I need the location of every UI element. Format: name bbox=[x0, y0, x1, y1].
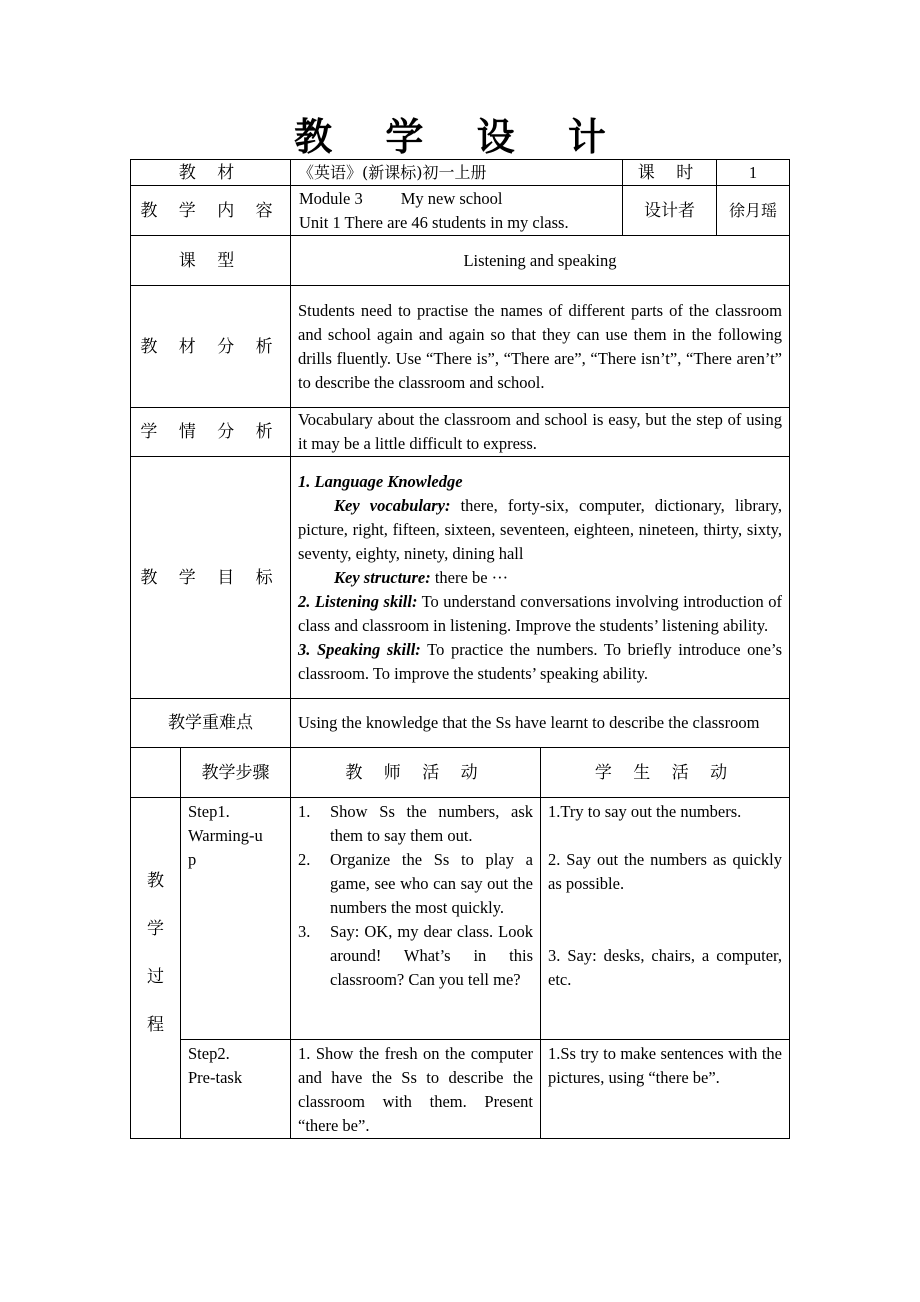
row-process-header bbox=[131, 748, 790, 798]
step2-name-line1: Step2. bbox=[188, 1044, 230, 1063]
row-material-analysis bbox=[131, 286, 790, 408]
process-side-label bbox=[131, 798, 181, 1139]
item-text: Show Ss the numbers, ask them to say them out. bbox=[330, 802, 533, 845]
item-number: 2. bbox=[298, 850, 311, 869]
student-column-header: 学 生 活 动 bbox=[541, 748, 790, 798]
module-number: Module 3 bbox=[299, 188, 363, 208]
step1-student-item: 1.Try to say out the numbers. bbox=[548, 802, 742, 821]
objectives-label: 教 学 目 标 bbox=[131, 457, 291, 699]
unit-title: Unit 1 There are 46 students in my class. bbox=[299, 212, 569, 232]
side-char-2: 学 bbox=[147, 919, 164, 939]
side-char-4: 程 bbox=[147, 1015, 164, 1035]
step1-name-line1: Step1. bbox=[188, 802, 230, 821]
type-label: 课 型 bbox=[131, 236, 291, 286]
row-student-analysis bbox=[131, 408, 790, 457]
listening-skill-text: To understand conversations involving introduction of class and classroom in listening. Improve the students’ listening ability. bbox=[298, 591, 782, 635]
lesson-value: 1 bbox=[717, 160, 790, 186]
item-number: 3. bbox=[298, 922, 311, 941]
lesson-plan-table bbox=[130, 159, 790, 1139]
step1-student-activities bbox=[541, 798, 790, 1040]
row-key-points bbox=[131, 699, 790, 748]
material-analysis-label: 教 材 分 析 bbox=[131, 286, 291, 408]
language-knowledge-heading: 1. Language Knowledge bbox=[298, 471, 463, 491]
objectives-content bbox=[291, 457, 790, 699]
step1-teacher-item bbox=[298, 920, 533, 992]
material-analysis-text: Students need to practise the names of different parts of the classroom and school again and again so that they can use them in the following drills fluently. Use “There is”, “There are”, “There isn’t”, “There aren’t” to describe the classroom and school. bbox=[291, 286, 790, 408]
row-objectives bbox=[131, 457, 790, 699]
key-points-label: 教学重难点 bbox=[131, 699, 291, 748]
step1-student-item: 2. Say out the numbers as quickly as possible. bbox=[548, 850, 782, 893]
row-textbook bbox=[131, 160, 790, 186]
step1-teacher-item bbox=[298, 800, 533, 848]
row-step1 bbox=[131, 798, 790, 1040]
key-points-text: Using the knowledge that the Ss have learnt to describe the classroom bbox=[291, 699, 790, 748]
side-char-1: 教 bbox=[147, 871, 164, 891]
content-label: 教 学 内 容 bbox=[131, 186, 291, 236]
item-text: Say: OK, my dear class. Look around! What’s in this classroom? Can you tell me? bbox=[330, 922, 533, 989]
item-text: Organize the Ss to play a game, see who can say out the numbers the most quickly. bbox=[330, 850, 533, 917]
content-value bbox=[291, 186, 623, 236]
type-value: Listening and speaking bbox=[291, 236, 790, 286]
textbook-value: 《英语》(新课标)初一上册 bbox=[291, 160, 623, 186]
row-step2 bbox=[131, 1040, 790, 1139]
step1-name-line2: Warming-u bbox=[188, 826, 263, 845]
student-analysis-label: 学 情 分 析 bbox=[131, 408, 291, 457]
lesson-label: 课 时 bbox=[623, 160, 717, 186]
step2-student-activity: 1.Ss try to make sentences with the pictures, using “there be”. bbox=[541, 1040, 790, 1139]
row-type bbox=[131, 236, 790, 286]
key-structure-text: there be ··· bbox=[430, 567, 509, 587]
designer-label: 设计者 bbox=[623, 186, 717, 236]
item-number: 1. bbox=[298, 802, 311, 821]
listening-skill-label: 2. Listening skill: bbox=[298, 591, 418, 611]
key-vocabulary-label: Key vocabulary: bbox=[334, 495, 451, 515]
speaking-skill-label: 3. Speaking skill: bbox=[298, 639, 421, 659]
step1-name bbox=[181, 798, 291, 1040]
step2-name-line2: Pre-task bbox=[188, 1068, 243, 1087]
module-title: My new school bbox=[400, 188, 503, 208]
teacher-column-header: 教 师 活 动 bbox=[291, 748, 541, 798]
textbook-label: 教 材 bbox=[131, 160, 291, 186]
process-header-blank bbox=[131, 748, 181, 798]
designer-value: 徐月瑶 bbox=[717, 186, 790, 236]
step2-name bbox=[181, 1040, 291, 1139]
row-content bbox=[131, 186, 790, 236]
step1-teacher-item bbox=[298, 848, 533, 920]
key-structure-label: Key structure: bbox=[334, 567, 431, 587]
key-vocabulary-text: there, forty-six, computer, dictionary, library, picture, right, fifteen, sixteen, seventeen, eighteen, nineteen, thirty, sixty, seventy, eighty, ninety, dining hall bbox=[298, 495, 782, 563]
student-analysis-text: Vocabulary about the classroom and school is easy, but the step of using it may be a little difficult to express. bbox=[291, 408, 790, 457]
speaking-skill-text: To practice the numbers. To briefly introduce one’s classroom. To improve the students’ speaking ability. bbox=[298, 639, 782, 683]
page-title: 教 学 设 计 bbox=[294, 114, 626, 159]
step1-teacher-activities bbox=[291, 798, 541, 1040]
step2-teacher-activity: 1. Show the fresh on the computer and have the Ss to describe the classroom with them. Present “there be”. bbox=[291, 1040, 541, 1139]
step1-student-item: 3. Say: desks, chairs, a computer, etc. bbox=[548, 946, 782, 989]
steps-column-header: 教学步骤 bbox=[181, 748, 291, 798]
step1-name-line3: p bbox=[188, 850, 197, 869]
side-char-3: 过 bbox=[147, 967, 164, 987]
